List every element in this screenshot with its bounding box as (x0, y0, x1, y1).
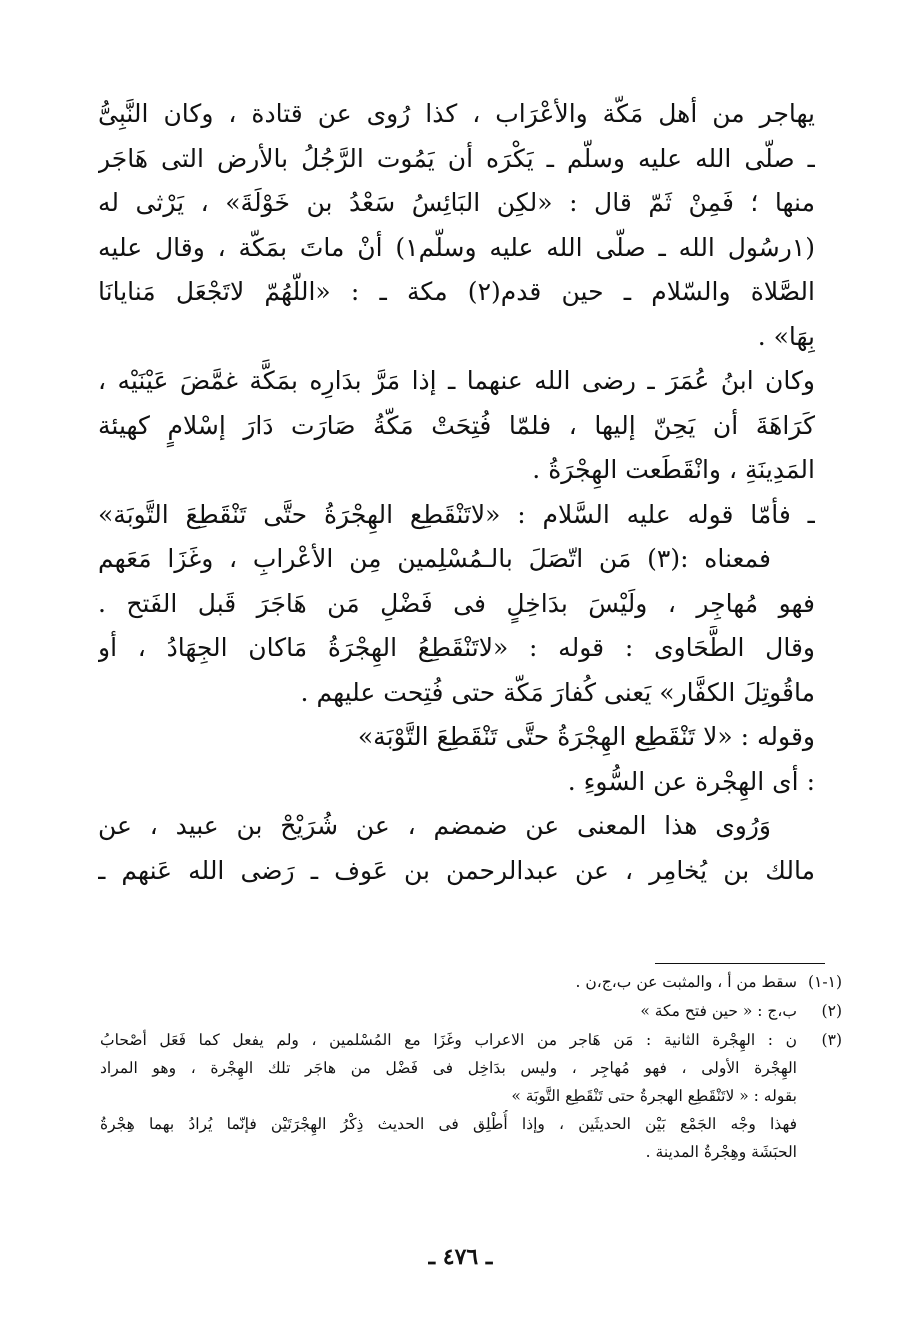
footnote-mark: (٢) (821, 1002, 842, 1020)
text-line: مالك بن يُخامِر ، عن عبدالرحمن بن عَوف ـ رَضى الله عَنهم ـ (98, 855, 815, 885)
text-line: : أى الهِجْرة عن السُّوءِ . (567, 766, 815, 796)
text-line: وكان ابنُ عُمَرَ ـ رضى الله عنهما ـ إذا مَرَّ بدَارِه بمَكَّة غمَّضَ عَيْنَيْه ، (98, 366, 815, 395)
footnote-line: الحبَشَة وهِجْرةُ المدينة . (645, 1143, 797, 1161)
footnotes (100, 968, 842, 1167)
footnote-text (100, 997, 797, 1025)
page-number: ـ ٤٧٦ ـ (428, 1244, 493, 1270)
footnote-mark: (٣) (821, 1031, 842, 1049)
text-line: ـ صلّى الله عليه وسلّم ـ يَكْرَه أن يَمُوت الرَّجُلُ بالأرض التى هَاجَر (98, 143, 815, 173)
footnote-line: بقوله : « لاتَنْقَطِع الهجرةُ حتى تَنْقَطِع التَّوبَة » (511, 1087, 797, 1105)
footnote-separator (655, 963, 825, 964)
text-line: يهاجر من أهل مَكّة والأعْرَاب ، كذا رُوى عن قتادة ، وكان النَّبِىُّ (98, 99, 815, 128)
main-text-block (98, 92, 815, 893)
text-line: فمعناه :(٣) مَن اتّصَلَ بالـمُسْلِمين مِن الأعْرابِ ، وغَزَا مَعَهم (98, 544, 771, 573)
footnote-line: ب،ج : « حين فتح مكة » (640, 1002, 797, 1020)
footnote-line: الهِجْرة الأولى ، فهو مُهاجِر ، وليس بدَاخِل فى فَضْل من هاجَر تلك الهِجْرة ، وهو المراد (100, 1059, 797, 1077)
footnote-mark: (١-١) (807, 973, 842, 991)
text-line: وقال الطَّحَاوى : قوله : «لاتَنْقَطِعُ الهِجْرَةُ مَاكان الجِهَادُ ، أو (98, 633, 815, 662)
text-line: وقوله : «لا تَنْقَطِع الهِجْرَةُ حتَّى تَنْقَطِعَ التَّوْبَة» (357, 722, 815, 751)
text-line: (١رسُول الله ـ صلّى الله عليه وسلّم١) أنْ ماتَ بمَكّة ، وقال عليه (98, 232, 815, 262)
footnote (100, 968, 842, 996)
text-line: المَدِينَةِ ، وانْقَطَعت الهِجْرَةُ . (532, 455, 815, 484)
text-line: بِهَا» . (757, 321, 815, 351)
text-line: منها ؛ فَمِنْ ثَمّ قال : «لكِن البَائِسُ سَعْدُ بن خَوْلَةَ» ، يَرْثى له (98, 188, 815, 217)
text-line: ماقُوتِلَ الكفَّار» يَعنى كُفارَ مَكّة حتى فُتِحت عليهم . (300, 677, 815, 707)
text-line: كَرَاهَةَ أن يَحِنّ إليها ، فلمّا فُتِحَتْ مَكّةُ صَارَت دَارَ إسْلامٍ كهيئة (98, 410, 815, 440)
text-line: فهو مُهاجِر ، ولَيْسَ بدَاخِلٍ فى فَضْلِ مَن هَاجَرَ قَبل الفَتح . (98, 588, 815, 618)
text-line: الصَّلاة والسّلام ـ حين قدم(٢) مكة ـ : «اللّهُمّ لاتَجْعَل مَنايانَا (98, 277, 815, 306)
footnote-text (100, 1026, 797, 1166)
footnote-line: سقط من أ ، والمثبت عن ب،ج،ن . (575, 973, 797, 991)
footnote-text (100, 968, 797, 996)
text-line: وَرُوى هذا المعنى عن ضمضم ، عن شُرَيْحْ بن عبيد ، عن (98, 811, 772, 840)
text-line: ـ فأمّا قوله عليه السَّلام : «لاتَنْقَطِع الهِجْرَةُ حتَّى تَنْقَطِعَ التَّوبَة» (98, 499, 815, 529)
footnote (100, 1026, 842, 1166)
footnote-line: ن : الهِجْرة الثانية : مَن هَاجر من الاعراب وغَزَا مع المُسْلمين ، ولم يفعل كما فَعَل أصْحابُ (100, 1031, 797, 1049)
footnote-line: فهذا وجْه الجَمْع بَيْن الحديثَين ، وإذا أُطْلِق فى الحديث ذِكْرُ الهِجْرَتَيْن فإنّما يُرادُ بهما هِجْرةُ (100, 1115, 797, 1133)
footnote (100, 997, 842, 1025)
